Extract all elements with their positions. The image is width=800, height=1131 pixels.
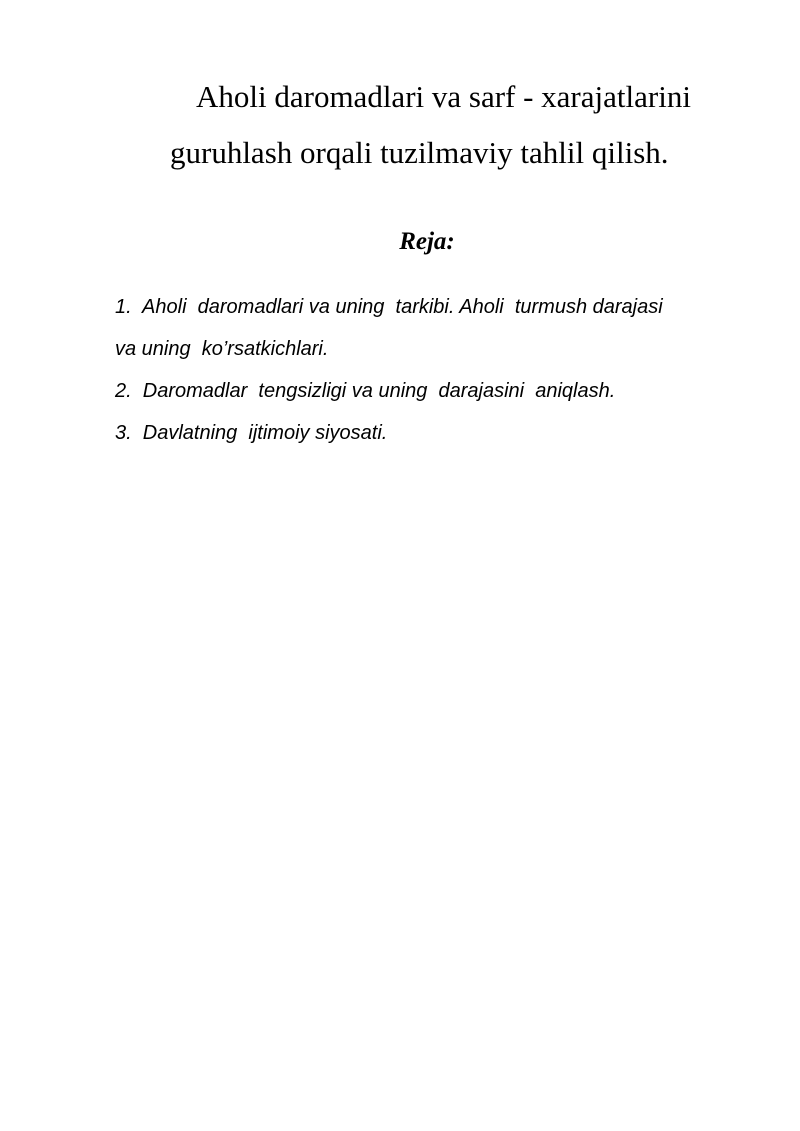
title-text-1: Aholi daromadlari va sarf - xarajatlarini: [196, 79, 691, 114]
plan-item-1-continued: va uning ko’rsatkichlari.: [115, 338, 329, 360]
plan-heading: Reja:: [399, 228, 455, 255]
plan-item-2: 2. Daromadlar tengsizligi va uning darajasini aniqlash.: [115, 380, 616, 402]
title-text-2: guruhlash orqali tuzilmaviy tahlil qilish.: [170, 135, 669, 170]
plan-item-1: 1. Aholi daromadlari va uning tarkibi. Aholi turmush darajasi: [115, 296, 663, 318]
plan-item-3: 3. Davlatning ijtimoiy siyosati.: [115, 422, 388, 444]
